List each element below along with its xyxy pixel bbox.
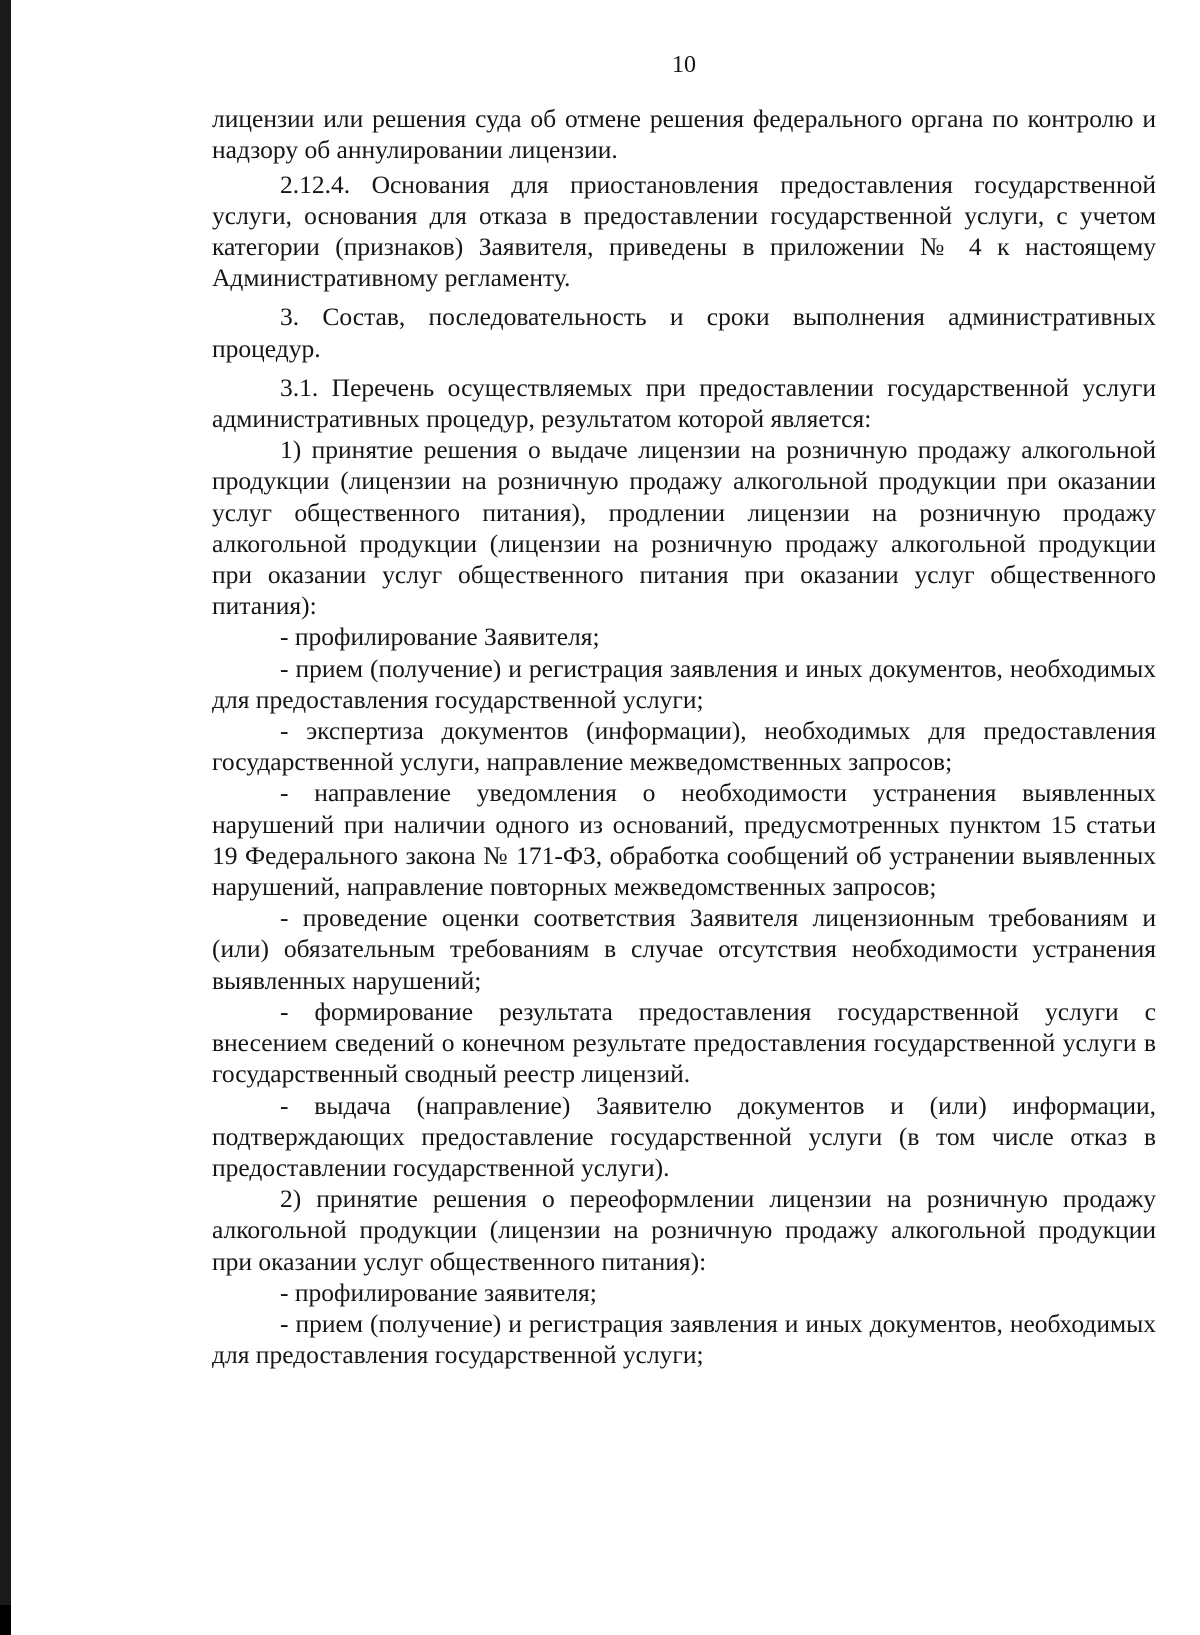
list-item: - экспертиза документов (информации), необходимых для предоставления государственной услуги, направление межведомственных запросов; xyxy=(212,716,1156,777)
list-item: - профилирование Заявителя; xyxy=(280,622,600,652)
scan-edge xyxy=(0,0,11,1635)
list-item: - формирование результата предоставления государственной услуги с внесением сведений о конечном результате предоставления государственной услуги в государственный сводный реестр лицензий. xyxy=(212,996,1156,1089)
paragraph-2-12-4: 2.12.4. Основания для приостановления предоставления государственной услуги, основания для отказа в предоставлении государственной услуги, с учетом категории (признаков) Заявителя, приведены в приложении № 4 к настоящему Административному регламенту. xyxy=(212,169,1156,293)
list-item: - выдача (направление) Заявителю документов и (или) информации, подтверждающих предоставление государственной услуги (в том числе отказ в предоставлении государственной услуги). xyxy=(212,1090,1156,1182)
paragraph-3-1: 3.1. Перечень осуществляемых при предоставлении государственной услуги административных процедур, результатом которой является: xyxy=(212,372,1156,434)
paragraph-item-2: 2) принятие решения о переоформлении лицензии на розничную продажу алкогольной продукции (лицензии на розничную продажу алкогольной продукции при оказании услуг общественного питания): xyxy=(212,1184,1156,1276)
paragraph-item-1: 1) принятие решения о выдаче лицензии на розничную продажу алкогольной продукции (лицензии на розничную продажу алкогольной продукции при оказании услуг общественного питания), продлении лицензии на розничную продажу алкогольной продукции (лицензии на розничную продажу алкогольной продукции при оказании услуг общественного питания при оказании услуг общественного питания): xyxy=(212,435,1156,621)
list-item: - направление уведомления о необходимости устранения выявленных нарушений при наличии одного из оснований, предусмотренных пунктом 15 статьи 19 Федерального закона № 171-ФЗ, обработка сообщений об устранении выявленных нарушений, направление повторных межведомственных запросов; xyxy=(212,778,1156,902)
paragraph-section-3: 3. Состав, последовательность и сроки выполнения административных процедур. xyxy=(212,302,1156,363)
list-item: - прием (получение) и регистрация заявления и иных документов, необходимых для предоставления государственной услуги; xyxy=(212,1308,1156,1370)
scan-edge-corner xyxy=(0,1605,11,1635)
list-item: - профилирование заявителя; xyxy=(280,1277,597,1307)
list-item: - проведение оценки соответствия Заявителя лицензионным требованиям и (или) обязательным требованиям в случае отсутствия необходимости устранения выявленных нарушений; xyxy=(212,903,1156,995)
page-number: 10 xyxy=(672,52,696,78)
document-page xyxy=(212,50,1156,1370)
paragraph-license-revocation: лицензии или решения суда об отмене решения федерального органа по контролю и надзору об аннулировании лицензии. xyxy=(212,104,1156,165)
list-item: - прием (получение) и регистрация заявления и иных документов, необходимых для предоставления государственной услуги; xyxy=(212,653,1156,714)
